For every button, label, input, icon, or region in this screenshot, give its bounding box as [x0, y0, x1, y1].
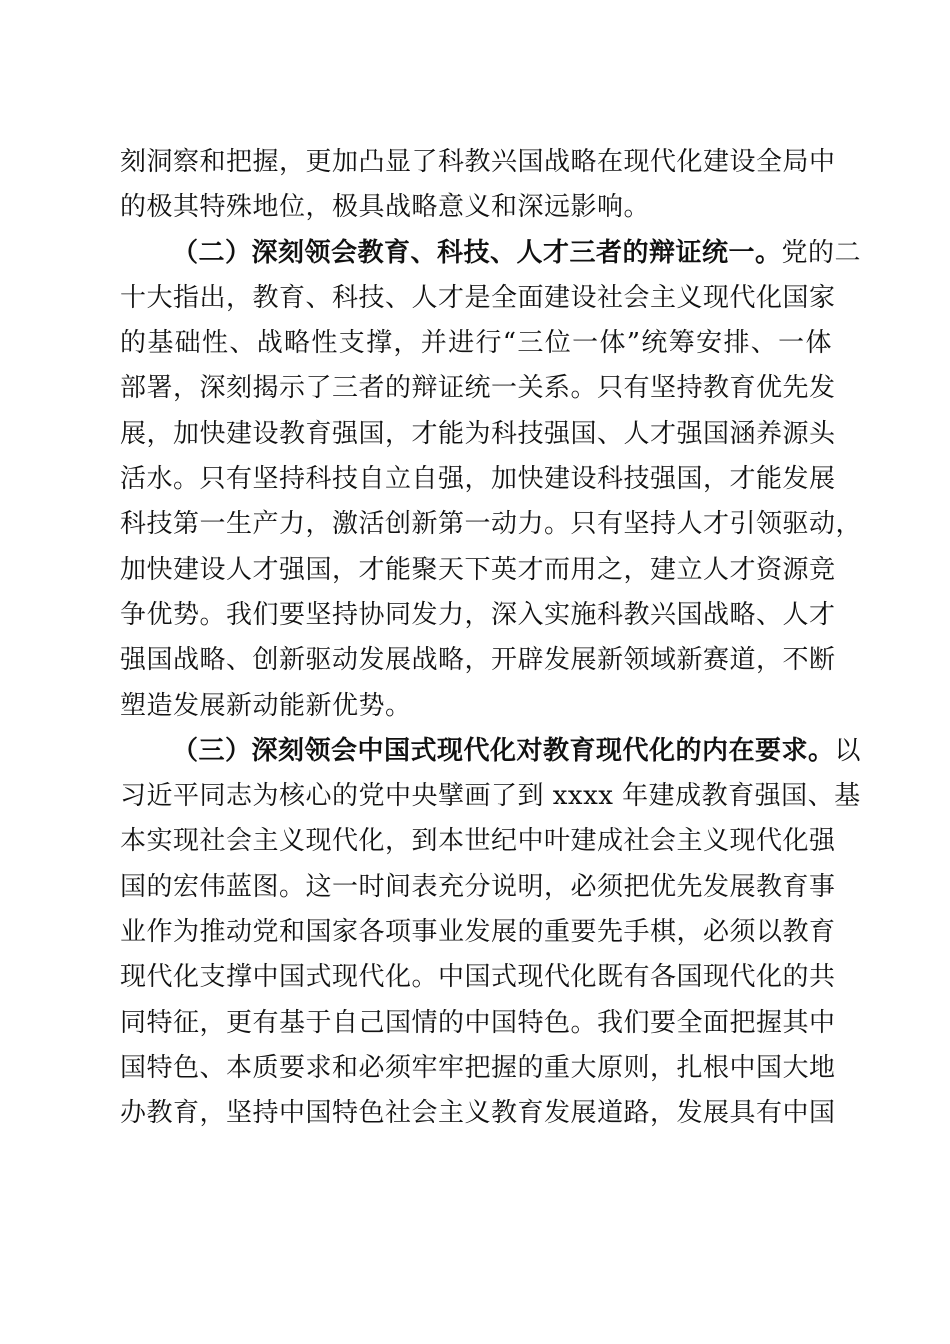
- text-line: 同特征，更有基于自己国情的中国特色。我们要全面把握其中: [120, 1007, 836, 1038]
- text-run: 以: [834, 735, 862, 766]
- text-line: 争优势。我们要坚持协同发力，深入实施科教兴国战略、人才: [120, 599, 836, 630]
- section-heading: （二）深刻领会教育、科技、人才三者的辩证统一。: [172, 237, 782, 268]
- text-line: 国的宏伟蓝图。这一时间表充分说明，必须把优先发展教育事: [120, 871, 836, 902]
- document-body: [120, 140, 863, 1137]
- paragraph-first-line: [120, 729, 862, 774]
- text-line: 现代化支撑中国式现代化。中国式现代化既有各国现代化的共: [120, 962, 836, 993]
- text-line: 活水。只有坚持科技自立自强，加快建设科技强国，才能发展: [120, 464, 836, 495]
- text-run: 党的二: [781, 237, 862, 268]
- text-line: 部署，深刻揭示了三者的辩证统一关系。只有坚持教育优先发: [120, 373, 836, 404]
- text-line: 强国战略、创新驱动发展战略，开辟发展新领域新赛道，不断: [120, 645, 836, 676]
- text-line: 加快建设人才强国，才能聚天下英才而用之，建立人才资源竞: [120, 554, 836, 585]
- paragraph-first-line: [120, 231, 862, 276]
- text-line: 科技第一生产力，激活创新第一动力。只有坚持人才引领驱动，: [120, 509, 863, 540]
- paragraph-1: [120, 140, 836, 231]
- text-line: 刻洞察和把握，更加凸显了科教兴国战略在现代化建设全局中: [120, 147, 836, 177]
- text-line: 的基础性、战略性支撑，并进行“三位一体”统筹安排、一体: [120, 328, 832, 359]
- text-line: 展，加快建设教育强国，才能为科技强国、人才强国涵养源头: [120, 418, 836, 449]
- text-line: 塑造发展新动能新优势。: [120, 690, 412, 721]
- text-line: 习近平同志为核心的党中央擘画了到 xxxx 年建成教育强国、基: [120, 781, 861, 812]
- text-line: 的极其特殊地位，极具战略意义和深远影响。: [120, 192, 651, 223]
- text-line: 十大指出，教育、科技、人才是全面建设社会主义现代化国家: [120, 282, 836, 313]
- text-line: 本实现社会主义现代化，到本世纪中叶建成社会主义现代化强: [120, 826, 836, 857]
- text-line: 国特色、本质要求和必须牢牢把握的重大原则，扎根中国大地: [120, 1052, 836, 1083]
- paragraph-2: [120, 231, 863, 729]
- paragraph-3: [120, 729, 862, 1137]
- text-line: 办教育，坚持中国特色社会主义教育发展道路，发展具有中国: [120, 1098, 836, 1129]
- text-line: 业作为推动党和国家各项事业发展的重要先手棋，必须以教育: [120, 917, 836, 948]
- section-heading: （三）深刻领会中国式现代化对教育现代化的内在要求。: [172, 735, 835, 766]
